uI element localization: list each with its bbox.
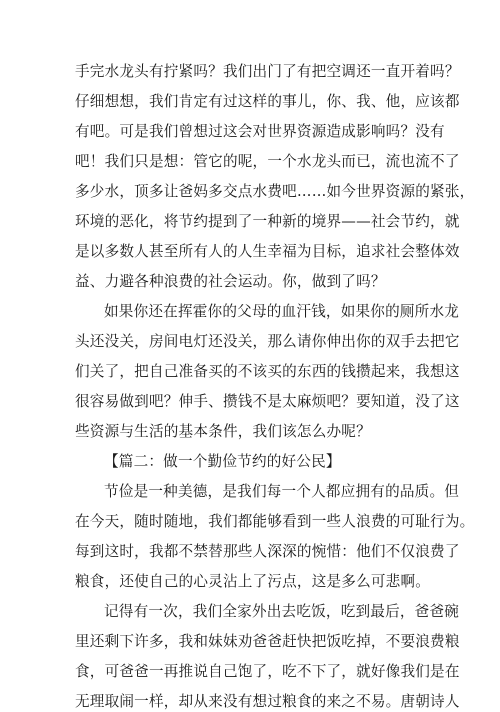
text-line: 手完水龙头有拧紧吗？我们出门了有把空调还一直开着吗？ — [75, 63, 460, 80]
text-line: 益、力避各种浪费的社会运动。你，做到了吗？ — [75, 273, 386, 290]
text-line: 在今天，随时随地，我们都能够看到一些人浪费的可耻行为。 — [75, 513, 475, 530]
text-line: 吧！我们只是想：管它的呢，一个水龙头而已，流也流不了 — [75, 153, 460, 170]
text-line: 食，可爸爸一再推说自己饱了，吃不下了，就好像我们是在 — [75, 663, 460, 680]
text-line: 是以多数人甚至所有人的人生幸福为目标，追求社会整体效 — [75, 243, 460, 260]
text-line: 些资源与生活的基本条件，我们该怎么办呢？ — [75, 423, 371, 440]
text-line: 们关了，把自己准备买的不该买的东西的钱攒起来，我想这 — [75, 363, 460, 380]
text-line: 无理取闹一样，却从来没有想过粮食的来之不易。唐朝诗人 — [75, 693, 460, 710]
paragraph-start-line: 节俭是一种美德，是我们每一个人都应拥有的品质。但 — [104, 483, 460, 500]
text-line: 多少水，顶多让爸妈多交点水费吧……如今世界资源的紧张， — [75, 183, 475, 200]
text-line: 仔细想想，我们肯定有过这样的事儿，你、我、他，应该都 — [75, 93, 460, 110]
text-line: 有吧。可是我们曾想过这会对世界资源造成影响吗？没有 — [75, 123, 445, 140]
text-line: 头还没关，房间电灯还没关，那么请你伸出你的双手去把它 — [75, 333, 460, 350]
text-line: 粮食，还使自己的心灵沾上了污点，这是多么可悲啊。 — [75, 573, 431, 590]
text-line: 里还剩下许多，我和妹妹劝爸爸赶快把饭吃掉，不要浪费粮 — [75, 633, 460, 650]
text-line: 很容易做到吧？伸手、攒钱不是太麻烦吧？要知道，没了这 — [75, 393, 460, 410]
paragraph-start-line: 记得有一次，我们全家外出去吃饭，吃到最后，爸爸碗 — [104, 603, 460, 620]
section-heading: 【篇二：做一个勤俭节约的好公民】 — [104, 453, 341, 470]
text-line: 环境的恶化，将节约提到了一种新的境界——社会节约，就 — [75, 213, 460, 230]
paragraph-start-line: 如果你还在挥霍你的父母的血汗钱，如果你的厕所水龙 — [104, 303, 460, 320]
text-line: 每到这时，我都不禁替那些人深深的惋惜：他们不仅浪费了 — [75, 543, 460, 560]
